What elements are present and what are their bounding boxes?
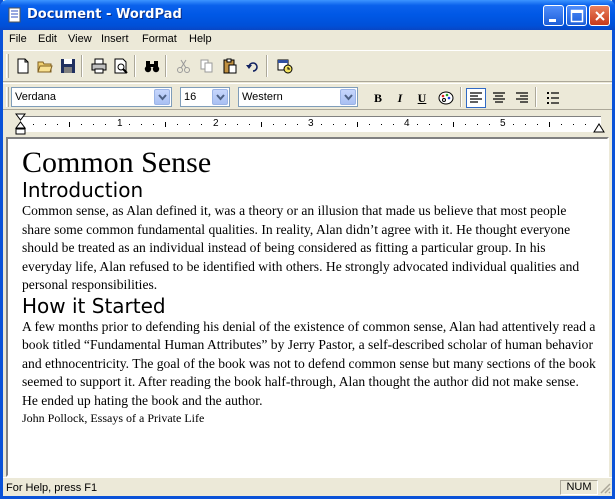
introduction-paragraph: Common sense, as Alan defined it, was a theory or an illusion that made us believe that most people share some common fundamental qualities. In reality, Alan didn’t agree with it. He thought everyone should be treated as an individual instead of being considered as fitting a particular group. In his everyday life, Alan refused to be identified with others. He strongly advocated individual qualities and personal responsibilities. xyxy=(22,203,580,292)
ruler-tick xyxy=(153,124,154,125)
citation: John Pollock, Essays of a Private Life xyxy=(22,411,205,425)
chevron-down-icon xyxy=(216,94,225,101)
undo-arrow-icon xyxy=(245,58,261,74)
bullet-list-icon xyxy=(546,91,560,105)
format-toolbar xyxy=(3,83,612,110)
menu-help[interactable]: Help xyxy=(189,33,212,45)
script-dropdown-button[interactable] xyxy=(340,89,356,105)
undo-button[interactable] xyxy=(243,56,263,76)
ruler-tick xyxy=(249,124,250,125)
paste-button[interactable] xyxy=(220,56,240,76)
align-center-icon xyxy=(492,91,506,105)
align-left-icon xyxy=(469,91,483,105)
ruler-tick xyxy=(285,124,286,125)
save-button[interactable] xyxy=(58,56,78,76)
ruler-tick xyxy=(273,124,274,125)
menu-bar xyxy=(3,30,612,48)
ruler-tick xyxy=(57,124,58,125)
ruler-tick xyxy=(333,124,334,125)
ruler-tick xyxy=(33,124,34,125)
italic-button[interactable]: I xyxy=(397,91,403,105)
ruler-tick xyxy=(489,124,490,125)
binoculars-icon xyxy=(144,58,160,74)
document-content[interactable] xyxy=(22,147,597,426)
document-area[interactable] xyxy=(6,137,609,477)
ruler-tick xyxy=(537,124,538,125)
close-button[interactable] xyxy=(589,5,610,26)
font-name-combo[interactable] xyxy=(11,87,172,107)
close-icon xyxy=(590,6,611,27)
open-button[interactable] xyxy=(35,56,55,76)
date-time-icon xyxy=(277,58,293,74)
ruler-mark: 5 xyxy=(500,118,506,129)
align-left-button[interactable] xyxy=(466,88,486,108)
ruler-tick xyxy=(69,122,70,127)
ruler-tick xyxy=(393,124,394,125)
ruler-tick xyxy=(549,122,550,127)
ruler-tick xyxy=(513,124,514,125)
ruler-tick xyxy=(525,124,526,125)
menu-insert[interactable]: Insert xyxy=(101,33,129,45)
ruler-tick xyxy=(345,124,346,125)
color-palette-icon xyxy=(438,90,454,106)
ruler-tick xyxy=(477,124,478,125)
ruler-tick xyxy=(321,124,322,125)
ruler-mark: 4 xyxy=(404,118,410,129)
menu-file[interactable]: File xyxy=(9,33,27,45)
toolbar-separator xyxy=(134,55,136,77)
bold-button[interactable]: B xyxy=(373,91,382,105)
ruler-tick xyxy=(417,124,418,125)
toolbar-separator xyxy=(165,55,167,77)
ruler-tick xyxy=(357,122,358,127)
ruler-tick xyxy=(141,124,142,125)
ruler-tick xyxy=(81,124,82,125)
toolbar-separator xyxy=(535,87,537,107)
document-title: Common Sense xyxy=(22,146,212,179)
toolbar-separator xyxy=(81,55,83,77)
align-center-button[interactable] xyxy=(489,88,509,108)
title-bar[interactable] xyxy=(0,0,615,30)
menu-format[interactable]: Format xyxy=(142,33,177,45)
menu-edit[interactable]: Edit xyxy=(38,33,57,45)
script-combo[interactable] xyxy=(238,87,358,107)
print-preview-button[interactable] xyxy=(111,56,131,76)
size-dropdown-button[interactable] xyxy=(212,89,228,105)
wordpad-app-icon[interactable] xyxy=(7,7,23,23)
font-dropdown-button[interactable] xyxy=(154,89,170,105)
open-folder-icon xyxy=(37,58,53,74)
ruler-tick xyxy=(261,122,262,127)
minimize-icon xyxy=(544,6,565,27)
section-heading-how-it-started: How it Started xyxy=(22,293,166,318)
ruler-tick xyxy=(189,124,190,125)
paste-clipboard-icon xyxy=(222,58,238,74)
find-button[interactable] xyxy=(142,56,162,76)
bullets-button[interactable] xyxy=(543,88,563,108)
how-it-started-paragraph: A few months prior to defending his denial of the existence of common sense, Alan had attentively read a book titled “Fundamental Human Attributes” by Jerry Pastor, a self-described scholar of human behavior and ethnocentricity. The goal of the book was not to defend common sense but many sections of the book seemed to support it. After reading the book half-through, Alan thought the author did not make sense. He ended up hating the book and the author. xyxy=(22,318,596,408)
num-lock-indicator: NUM xyxy=(560,480,598,495)
font-size-combo[interactable] xyxy=(180,87,230,107)
ruler[interactable] xyxy=(3,111,612,137)
ruler-tick xyxy=(93,124,94,125)
ruler-tick xyxy=(177,124,178,125)
ruler-tick xyxy=(297,124,298,125)
toolbar-separator xyxy=(460,87,462,107)
ruler-mark: 2 xyxy=(213,118,219,129)
ruler-tick xyxy=(369,124,370,125)
ruler-tick xyxy=(201,124,202,125)
save-disk-icon xyxy=(60,58,76,74)
ruler-mark: 3 xyxy=(308,118,314,129)
font-name-value: Verdana xyxy=(15,91,56,103)
align-right-button[interactable] xyxy=(512,88,532,108)
font-size-value: 16 xyxy=(184,91,197,103)
ruler-tick xyxy=(465,124,466,125)
maximize-icon xyxy=(567,6,588,27)
ruler-tick xyxy=(429,124,430,125)
menu-view[interactable]: View xyxy=(68,33,92,45)
underline-button[interactable]: U xyxy=(417,91,427,105)
ruler-tick xyxy=(561,124,562,125)
ruler-tick xyxy=(441,124,442,125)
maximize-button[interactable] xyxy=(566,5,587,26)
ruler-tick xyxy=(453,122,454,127)
new-document-icon xyxy=(15,58,31,74)
copy-button[interactable] xyxy=(197,56,217,76)
toolbar-grip[interactable] xyxy=(6,54,9,78)
printer-icon xyxy=(91,58,107,74)
indent-marker-icon[interactable] xyxy=(15,113,27,137)
date-time-button[interactable] xyxy=(275,56,295,76)
ruler-tick xyxy=(237,124,238,125)
ruler-mark: 1 xyxy=(117,118,123,129)
copy-icon xyxy=(199,58,215,74)
ruler-tick xyxy=(165,122,166,127)
ruler-tick xyxy=(105,124,106,125)
right-indent-marker-icon[interactable] xyxy=(593,121,605,133)
standard-toolbar xyxy=(3,50,612,82)
window-title: Document - WordPad xyxy=(27,7,182,22)
toolbar-separator xyxy=(266,55,268,77)
ruler-tick xyxy=(381,124,382,125)
chevron-down-icon xyxy=(158,94,167,101)
scissors-icon xyxy=(176,58,192,74)
print-button[interactable] xyxy=(89,56,109,76)
ruler-tick xyxy=(129,124,130,125)
section-heading-introduction: Introduction xyxy=(22,178,144,202)
align-right-icon xyxy=(515,91,529,105)
minimize-button[interactable] xyxy=(543,5,564,26)
ruler-tick xyxy=(573,124,574,125)
ruler-tick xyxy=(585,124,586,125)
ruler-tick xyxy=(45,124,46,125)
chevron-down-icon xyxy=(344,94,353,101)
color-button[interactable] xyxy=(436,88,456,108)
print-preview-icon xyxy=(113,58,129,74)
cut-button[interactable] xyxy=(174,56,194,76)
toolbar-grip[interactable] xyxy=(6,87,9,107)
resize-grip-icon[interactable] xyxy=(599,482,611,494)
script-value: Western xyxy=(242,91,283,103)
ruler-tick xyxy=(225,124,226,125)
status-bar xyxy=(3,477,612,496)
status-help-text: For Help, press F1 xyxy=(6,482,98,494)
new-button[interactable] xyxy=(13,56,33,76)
